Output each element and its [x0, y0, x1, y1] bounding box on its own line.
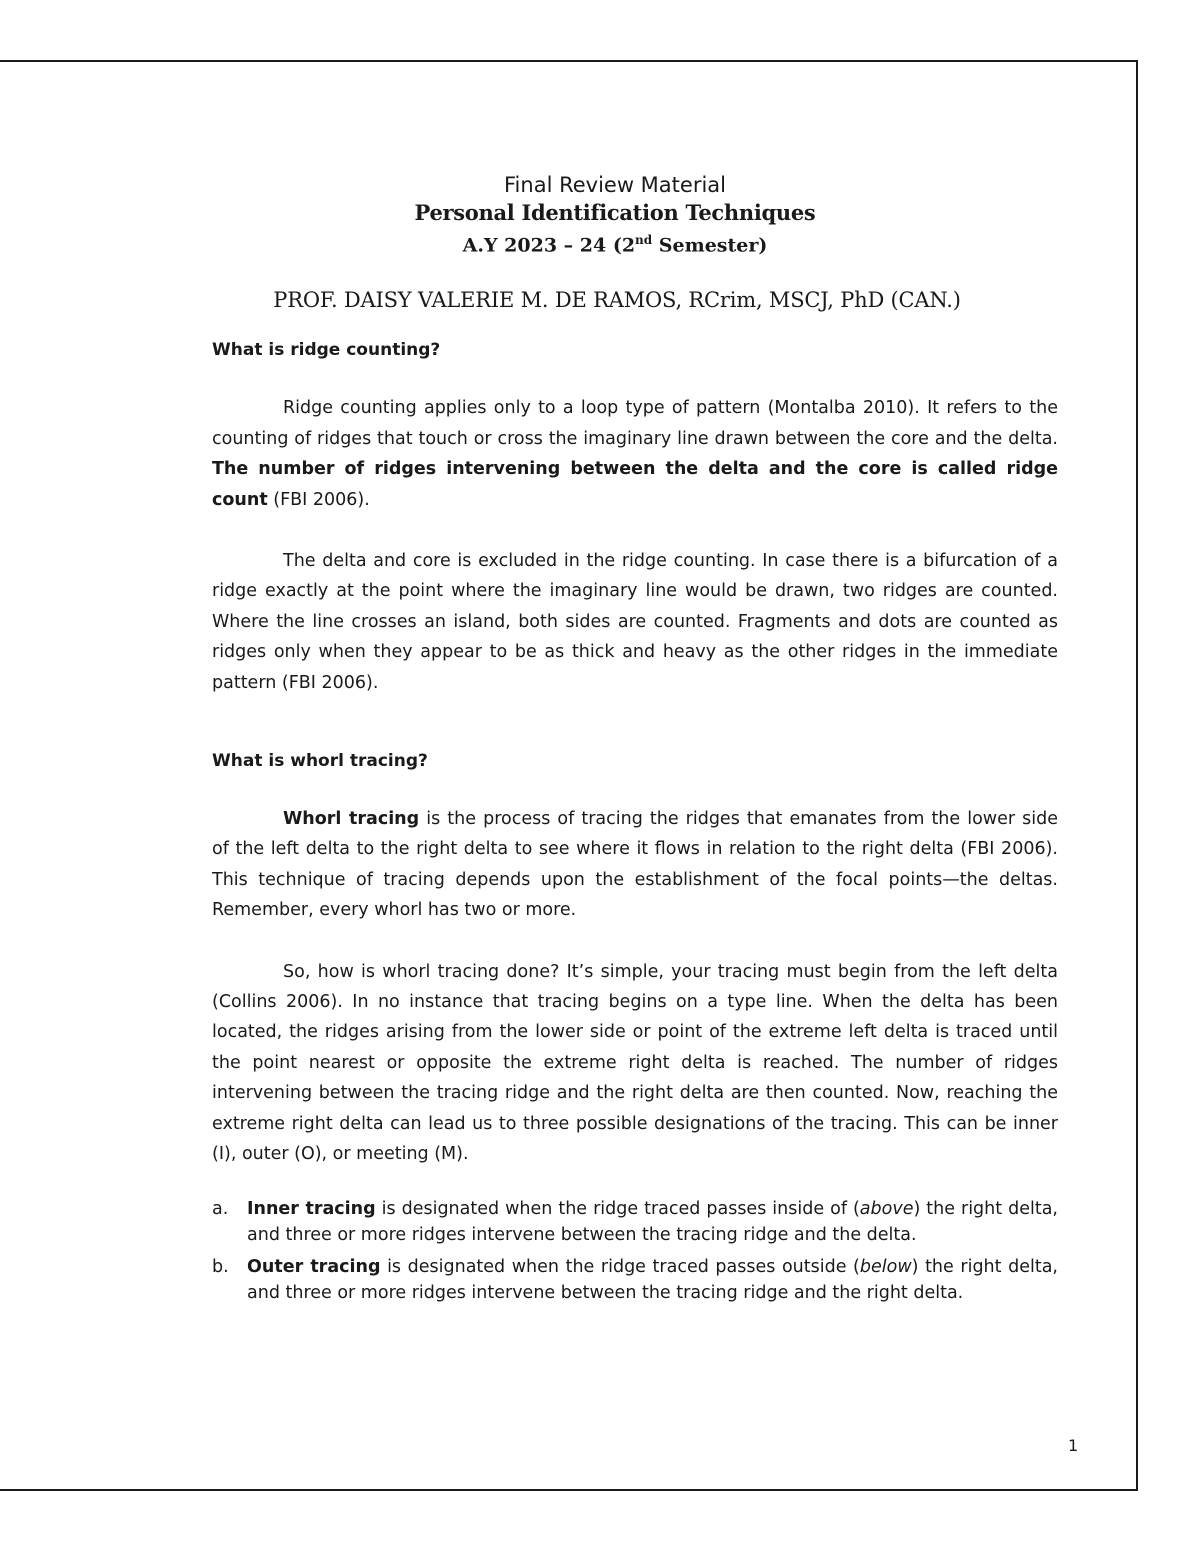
list-item-text: ) the right delta, and three or more ridges intervene between the tracing ridge and the right delta.: [247, 1257, 1058, 1304]
ridge-counting-paragraph-1: [212, 393, 1058, 515]
page-number: 1: [1068, 1436, 1079, 1455]
academic-year: [172, 227, 1058, 258]
tracing-types-list: [212, 1196, 1058, 1306]
list-item-text: is designated when the ridge traced passes outside (: [380, 1257, 860, 1278]
ridge-count-definition: The number of ridges intervening between the delta and the core is called ridge count: [212, 459, 1058, 510]
outer-tracing-term: Outer tracing: [247, 1257, 381, 1278]
whorl-tracing-term: Whorl tracing: [283, 808, 420, 829]
list-marker: a.: [212, 1199, 229, 1220]
list-item-emphasis: below: [859, 1257, 912, 1278]
list-item: [212, 1254, 1058, 1306]
ridge-counting-paragraph-2: The delta and core is excluded in the ridge counting. In case there is a bifurcation of a ridge exactly at the point where the imaginary line would be drawn, two ridges are counted. Where the line crosses an island, both sides are counted. Fragments and dots are counted as ridges only when they appear to be as thick and heavy as the other ridges in the immediate pattern (FBI 2006).: [212, 550, 1058, 693]
list-item-text: is designated when the ridge traced passes inside of (: [375, 1199, 860, 1220]
whorl-p1-text: is the process of tracing the ridges that emanates from the lower side of the left delta to the right delta to see where it flows in relation to the right delta (FBI 2006). This technique of tracing depends upon the establishment of the focal points—the deltas. Remember, every whorl has two or more.: [212, 808, 1058, 921]
year-suffix: Semester): [652, 234, 768, 257]
ridge-p1-citation: (FBI 2006).: [267, 489, 370, 510]
list-item-text: ) the right delta, and three or more ridges intervene between the tracing ridge and the delta.: [247, 1199, 1058, 1246]
ridge-counting-heading: What is ridge counting?: [212, 340, 441, 361]
whorl-tracing-heading: What is whorl tracing?: [212, 750, 428, 771]
course-title: Personal Identification Techniques: [414, 200, 816, 225]
whorl-tracing-paragraph-1: [212, 804, 1058, 926]
document-title: Final Review Material: [504, 173, 726, 197]
year-superscript: nd: [635, 233, 653, 247]
whorl-tracing-paragraph-2: So, how is whorl tracing done? It’s simple, your tracing must begin from the left delta (Collins 2006). In no instance that tracing begins on a type line. When the delta has been located, the ridges arising from the lower side or point of the extreme left delta is traced until the point nearest or opposite the extreme right delta is reached. The number of ridges intervening between the tracing ridge and the right delta are then counted. Now, reaching the extreme right delta can lead us to three possible designations of the tracing. This can be inner (I), outer (O), or meeting (M).: [212, 961, 1058, 1165]
ridge-p1-text: Ridge counting applies only to a loop type of pattern (Montalba 2010). It refers to the counting of ridges that touch or cross the imaginary line drawn between the core and the delta.: [212, 398, 1058, 449]
list-marker: b.: [212, 1257, 229, 1278]
document-body: [212, 172, 1058, 1312]
list-item-emphasis: above: [859, 1199, 914, 1220]
year-prefix: A.Y 2023 – 24 (2: [462, 234, 636, 257]
list-item: [212, 1196, 1058, 1248]
author-line: PROF. DAISY VALERIE M. DE RAMOS, RCrim, MSCJ, PhD (CAN.): [273, 288, 961, 313]
inner-tracing-term: Inner tracing: [247, 1199, 376, 1220]
